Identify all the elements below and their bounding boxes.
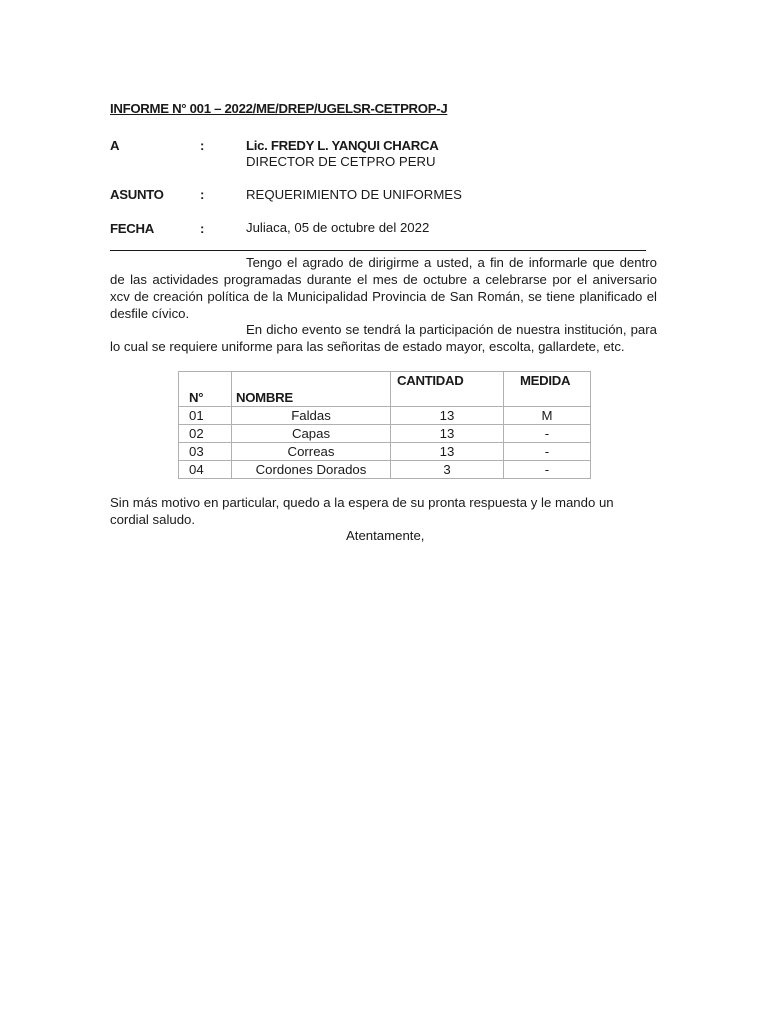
- header-label-date: FECHA: [110, 221, 154, 236]
- cell-name: Faldas: [232, 407, 391, 425]
- cell-quantity: 3: [391, 461, 504, 479]
- table-row: [179, 443, 591, 461]
- col-header-quantity: CANTIDAD: [391, 372, 504, 407]
- table-header-row: [179, 372, 591, 407]
- cell-measure: -: [504, 443, 591, 461]
- cell-name: Cordones Dorados: [232, 461, 391, 479]
- body-paragraph-2: [110, 321, 657, 355]
- cell-number: 03: [179, 443, 232, 461]
- requirements-table: [178, 371, 591, 479]
- cell-quantity: 13: [391, 407, 504, 425]
- body-paragraph-1-text: Tengo el agrado de dirigirme a usted, a fin de informarle que dentro de las actividades programadas durante el mes de octubre a celebrarse por el aniversario xcv de creación política de la Municipalidad Provincia de San Román, se tiene planificado el desfile cívico.: [110, 255, 657, 321]
- cell-quantity: 13: [391, 425, 504, 443]
- table-row: [179, 425, 591, 443]
- col-header-number: N°: [179, 372, 232, 407]
- closing-paragraph: Sin más motivo en particular, quedo a la espera de su pronta respuesta y le mando un cordial saludo.: [110, 495, 614, 527]
- cell-name: Capas: [232, 425, 391, 443]
- cell-number: 01: [179, 407, 232, 425]
- date-value: Juliaca, 05 de octubre del 2022: [246, 220, 430, 235]
- cell-measure: -: [504, 461, 591, 479]
- cell-quantity: 13: [391, 443, 504, 461]
- subject-value: REQUERIMIENTO DE UNIFORMES: [246, 187, 462, 202]
- header-label-to: A: [110, 138, 120, 153]
- cell-measure: M: [504, 407, 591, 425]
- recipient-title: DIRECTOR DE CETPRO PERU: [246, 154, 436, 169]
- cell-name: Correas: [232, 443, 391, 461]
- signoff: Atentamente,: [346, 528, 425, 543]
- header-label-subject: ASUNTO: [110, 187, 164, 202]
- header-divider: [110, 250, 646, 251]
- header-colon-to: :: [200, 138, 205, 153]
- body-paragraph-1: [110, 254, 657, 322]
- recipient-name: Lic. FREDY L. YANQUI CHARCA: [246, 138, 439, 153]
- col-header-name: NOMBRE: [232, 372, 391, 407]
- document-title: INFORME N° 001 – 2022/ME/DREP/UGELSR-CETPROP-J: [110, 101, 448, 116]
- table-row: [179, 461, 591, 479]
- col-header-measure: MEDIDA: [504, 372, 591, 407]
- header-colon-date: :: [200, 221, 205, 236]
- cell-number: 04: [179, 461, 232, 479]
- body-paragraph-2-text: En dicho evento se tendrá la participación de nuestra institución, para lo cual se requiere uniforme para las señoritas de estado mayor, escolta, gallardete, etc.: [110, 322, 657, 354]
- cell-measure: -: [504, 425, 591, 443]
- table-row: [179, 407, 591, 425]
- header-colon-subject: :: [200, 187, 205, 202]
- cell-number: 02: [179, 425, 232, 443]
